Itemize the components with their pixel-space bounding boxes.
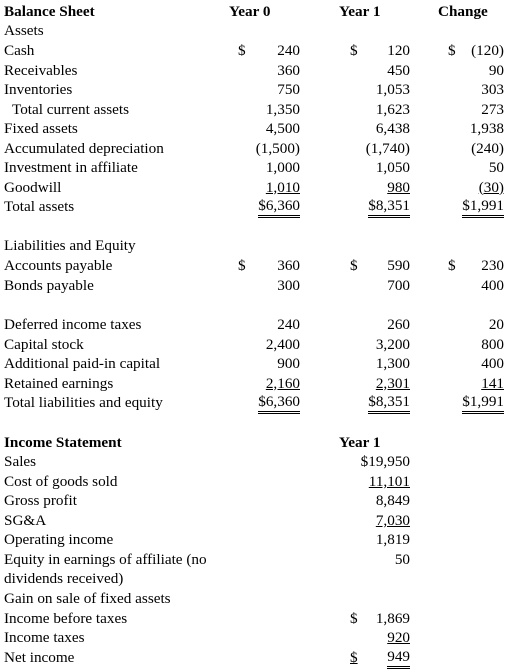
value-chg: 1,938 — [469, 120, 504, 137]
value-cell-chg — [448, 80, 504, 100]
value-cell-y1 — [350, 119, 410, 139]
value-cell-chg — [448, 41, 504, 61]
value-chg: (30) — [478, 178, 504, 196]
line-item-label: Fixed assets — [4, 120, 78, 137]
is-label: Equity in earnings of affiliate (no — [4, 551, 207, 568]
line-item-label: Inventories — [4, 81, 73, 98]
line-item-row — [0, 80, 508, 100]
is-value: 50 — [394, 551, 410, 568]
value-chg: 400 — [481, 276, 504, 294]
value-y1: $8,351 — [368, 197, 410, 218]
value-cell-y0 — [238, 315, 300, 335]
line-item-row — [0, 197, 508, 217]
is-row-gain — [0, 589, 508, 609]
value-cell-y1 — [350, 158, 410, 178]
value-cell-chg — [448, 100, 504, 120]
value-chg: 230 — [481, 257, 504, 274]
col-header-year0: Year 0 — [229, 3, 271, 20]
value-cell-y0 — [238, 178, 300, 198]
line-item-label: Deferred income taxes — [4, 316, 142, 333]
value-y1: 1,623 — [375, 100, 410, 118]
line-item-row — [0, 393, 508, 413]
value-cell-y1 — [350, 197, 410, 217]
value-cell-y0 — [238, 393, 300, 413]
line-item-label: Total assets — [4, 198, 75, 215]
col-header-year1: Year 1 — [339, 3, 381, 20]
value-chg: $1,991 — [462, 197, 504, 218]
value-chg: 20 — [488, 316, 504, 333]
is-row-ibt — [0, 609, 508, 629]
currency-symbol: $ — [238, 257, 246, 274]
currency-symbol: $ — [448, 257, 456, 274]
value-cell-y1 — [350, 393, 410, 413]
line-item-label: Cash — [4, 42, 35, 59]
value-y0: 900 — [277, 355, 300, 372]
value-y1: 3,200 — [375, 335, 410, 353]
value-cell-chg — [448, 335, 504, 355]
line-item-label: Total liabilities and equity — [4, 394, 163, 411]
is-label: Sales — [4, 453, 37, 470]
line-item-row — [0, 139, 508, 159]
value-cell-y0 — [238, 374, 300, 394]
value-y1: 700 — [387, 276, 410, 294]
value-cell-y1 — [350, 276, 410, 296]
line-item-row — [0, 354, 508, 374]
value-y1: 260 — [387, 316, 410, 333]
value-cell-chg — [448, 276, 504, 296]
value-cell-y0 — [238, 100, 300, 120]
value-cell-y0 — [238, 158, 300, 178]
is-label: Cost of goods sold — [4, 473, 118, 490]
value-cell-y1 — [350, 61, 410, 81]
value-cell-chg — [448, 61, 504, 81]
value-chg: 273 — [481, 100, 504, 118]
value-y1: 980 — [387, 178, 410, 196]
line-item-row — [0, 158, 508, 178]
value-chg: (240) — [471, 139, 504, 157]
is-label: dividends received) — [4, 570, 124, 587]
value-chg: (120) — [471, 42, 504, 59]
value-cell-chg — [448, 158, 504, 178]
is-label: Gross profit — [4, 492, 77, 509]
value-cell-y0 — [238, 119, 300, 139]
value-cell-chg — [448, 374, 504, 394]
value-cell-y1 — [350, 178, 410, 198]
is-value: 1,819 — [375, 531, 410, 548]
balance-sheet-title: Balance Sheet — [4, 3, 95, 20]
line-item-row — [0, 256, 508, 276]
value-cell-y1 — [350, 354, 410, 374]
value-cell-y1 — [350, 374, 410, 394]
line-item-label: Total current assets — [12, 100, 130, 118]
value-y0: 240 — [277, 316, 300, 333]
value-chg: 90 — [488, 61, 504, 79]
balance-sheet-header-row — [0, 2, 508, 22]
value-y0: 360 — [277, 61, 300, 79]
line-item-row — [0, 335, 508, 355]
value-y0: 360 — [277, 257, 300, 274]
value-y1: 1,050 — [375, 159, 410, 176]
value-cell-y1 — [350, 100, 410, 120]
value-y0: 240 — [277, 42, 300, 59]
value-cell-y0 — [238, 61, 300, 81]
is-value: 8,849 — [375, 492, 410, 509]
value-cell-chg — [448, 197, 504, 217]
value-cell-y0 — [238, 335, 300, 355]
value-y0: $6,360 — [258, 197, 300, 218]
value-cell-chg — [448, 119, 504, 139]
value-cell-y0 — [238, 354, 300, 374]
value-y1: 6,438 — [375, 120, 410, 137]
is-label: Gain on sale of fixed assets — [4, 590, 171, 607]
is-label: Operating income — [4, 531, 114, 548]
value-y1: 450 — [387, 61, 410, 79]
is-row-sga — [0, 511, 508, 531]
is-row-sales — [0, 452, 508, 472]
line-item-label: Accounts payable — [4, 257, 113, 274]
value-cell-y0 — [238, 197, 300, 217]
value-cell-y0 — [238, 256, 300, 276]
is-value: $19,950 — [360, 453, 410, 470]
line-item-label: Accumulated depreciation — [4, 139, 164, 157]
line-item-label: Receivables — [4, 61, 78, 79]
is-label: Income taxes — [4, 629, 85, 646]
value-y1: 2,301 — [375, 374, 410, 392]
value-y0: 300 — [277, 276, 300, 294]
value-y1: 120 — [387, 42, 410, 59]
currency-symbol: $ — [350, 610, 358, 627]
value-y0: 4,500 — [265, 120, 300, 137]
line-item-label: Additional paid-in capital — [4, 355, 161, 372]
value-cell-y1 — [350, 256, 410, 276]
income-statement-header-row — [0, 433, 508, 453]
value-y1: $8,351 — [368, 393, 410, 414]
value-cell-chg — [448, 315, 504, 335]
col-header-change: Change — [438, 3, 488, 20]
is-value: 949 — [387, 648, 410, 669]
value-y1: 1,300 — [375, 355, 410, 372]
value-cell-y0 — [238, 41, 300, 61]
line-item-row — [0, 374, 508, 394]
line-item-label: Retained earnings — [4, 374, 114, 392]
value-y0: (1,500) — [255, 139, 300, 157]
value-chg: 50 — [488, 159, 504, 176]
is-row-net — [0, 648, 508, 668]
value-cell-y1 — [350, 315, 410, 335]
assets-heading: Assets — [4, 22, 44, 39]
value-y0: 2,400 — [265, 335, 300, 353]
is-label: Net income — [4, 649, 75, 666]
value-cell-chg — [448, 393, 504, 413]
value-y0: 2,160 — [265, 374, 300, 392]
value-cell-y1 — [350, 139, 410, 159]
value-y0: 1,000 — [265, 159, 300, 176]
line-item-row — [0, 41, 508, 61]
currency-symbol: $ — [448, 42, 456, 59]
value-chg: 303 — [481, 81, 504, 98]
currency-symbol: $ — [238, 42, 246, 59]
is-col-header-year1: Year 1 — [339, 434, 381, 451]
value-y0: 750 — [277, 81, 300, 98]
is-row-gross — [0, 491, 508, 511]
value-y1: 590 — [387, 257, 410, 274]
currency-symbol: $ — [350, 649, 358, 666]
assets-heading-row — [0, 21, 508, 41]
line-item-label: Capital stock — [4, 335, 84, 353]
is-value: 1,869 — [375, 610, 410, 627]
value-cell-chg — [448, 354, 504, 374]
is-row-equity-earnings-cont — [0, 569, 508, 589]
value-cell-y1 — [350, 41, 410, 61]
value-y0: 1,010 — [265, 178, 300, 196]
value-y0: 1,350 — [265, 100, 300, 118]
liabilities-heading: Liabilities and Equity — [4, 237, 136, 254]
is-row-opinc — [0, 530, 508, 550]
currency-symbol: $ — [350, 257, 358, 274]
value-cell-y0 — [238, 139, 300, 159]
value-y1: 1,053 — [375, 81, 410, 98]
line-item-row — [0, 61, 508, 81]
value-cell-y0 — [238, 276, 300, 296]
value-y1: (1,740) — [365, 139, 410, 157]
value-chg: 400 — [481, 355, 504, 372]
value-y0: $6,360 — [258, 393, 300, 414]
value-chg: $1,991 — [462, 393, 504, 414]
value-cell-chg — [448, 139, 504, 159]
line-item-row — [0, 276, 508, 296]
line-item-row — [0, 119, 508, 139]
is-row-equity-earnings — [0, 550, 508, 570]
line-item-label: Investment in affiliate — [4, 159, 138, 176]
value-cell-y1 — [350, 80, 410, 100]
value-cell-y0 — [238, 80, 300, 100]
income-statement-title: Income Statement — [4, 434, 122, 451]
line-item-label: Goodwill — [4, 178, 62, 196]
is-label: Income before taxes — [4, 610, 128, 627]
value-cell-chg — [448, 256, 504, 276]
is-value: 11,101 — [368, 473, 410, 490]
value-chg: 800 — [481, 335, 504, 353]
line-item-row — [0, 100, 508, 120]
liab-heading-row — [0, 236, 508, 256]
is-row-taxes — [0, 628, 508, 648]
is-value: 920 — [387, 629, 410, 646]
value-cell-chg — [448, 178, 504, 198]
is-value: 7,030 — [375, 512, 410, 529]
is-row-cogs — [0, 472, 508, 492]
value-chg: 141 — [481, 374, 504, 392]
line-item-label: Bonds payable — [4, 276, 94, 294]
value-cell-y1 — [350, 335, 410, 355]
line-item-row — [0, 315, 508, 335]
currency-symbol: $ — [350, 42, 358, 59]
is-label: SG&A — [4, 512, 47, 529]
line-item-row — [0, 178, 508, 198]
